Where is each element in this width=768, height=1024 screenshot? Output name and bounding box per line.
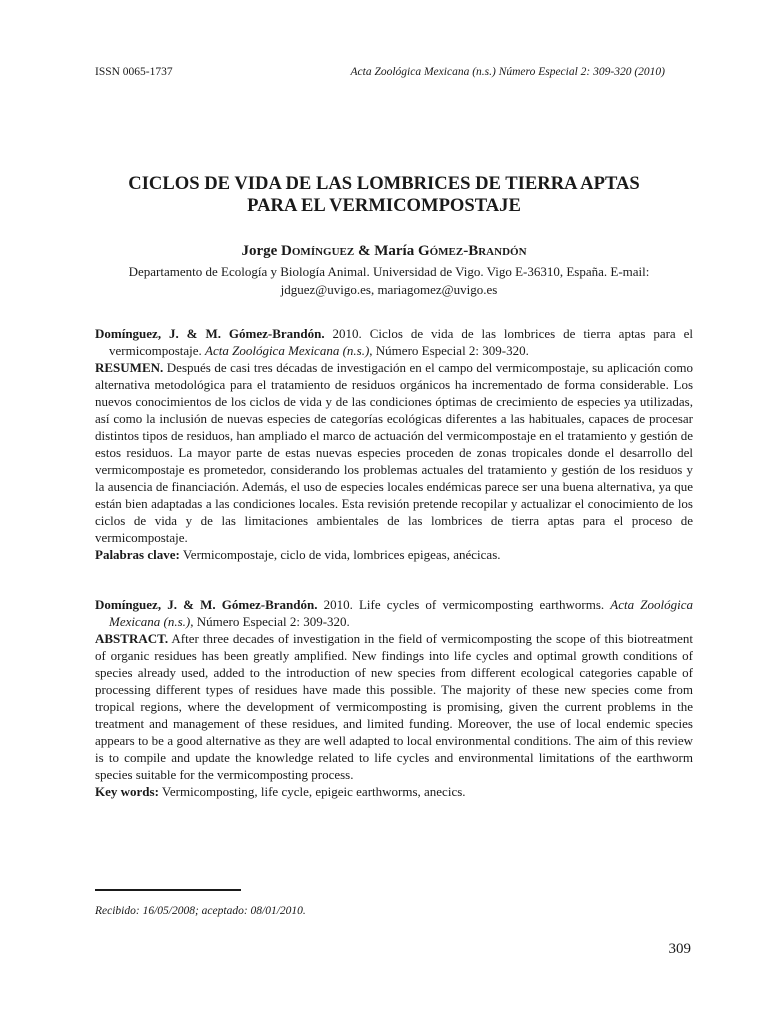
resumen-paragraph [95, 359, 693, 546]
citation-authors: Domínguez, J. & M. Gómez-Brandón. [95, 326, 325, 341]
article-title [60, 173, 708, 217]
affiliation [90, 263, 688, 298]
abstract-paragraph [95, 630, 693, 783]
citation-authors: Domínguez, J. & M. Gómez-Brandón. [95, 597, 318, 612]
palabras-clave-label: Palabras clave: [95, 547, 180, 562]
title-line-2: PARA EL VERMICOMPOSTAJE [247, 195, 521, 216]
affiliation-line-1: Departamento de Ecología y Biología Animal. Universidad de Vigo. Vigo E-36310, España. E-mail: [128, 264, 650, 279]
english-abstract-section [95, 596, 693, 800]
citation-text: 2010. Life cycles of vermicomposting earthworms. [317, 597, 611, 612]
palabras-clave-text: Vermicompostaje, ciclo de vida, lombrices epigeas, anécicas. [179, 547, 501, 562]
footnote-rule [95, 889, 241, 891]
journal-reference: Acta Zoológica Mexicana (n.s.) Número Especial 2: 309-320 (2010) [350, 66, 665, 78]
citation-issue: , Número Especial 2: 309-320. [190, 614, 350, 629]
citation-text: 2010. Ciclos de vida de las lombrices de tierra aptas para el vermicompostaje. [109, 326, 693, 358]
author-separator: & [357, 243, 371, 259]
key-words-text: Vermicomposting, life cycle, epigeic earthworms, anecics. [158, 784, 466, 799]
spanish-abstract-section [95, 325, 693, 563]
key-words [95, 783, 693, 800]
author-1-first: Jorge [241, 243, 278, 259]
title-line-1: CICLOS DE VIDA DE LAS LOMBRICES DE TIERRA APTAS [128, 173, 640, 194]
author-2-last: Gómez-Brandón [417, 243, 527, 259]
spanish-citation [95, 325, 693, 359]
running-header [95, 66, 665, 78]
received-accepted-footnote: Recibido: 16/05/2008; aceptado: 08/01/2010. [95, 905, 306, 917]
issn-number: ISSN 0065-1737 [95, 66, 173, 78]
author-1-last: Domínguez [281, 243, 355, 259]
page-number: 309 [668, 941, 691, 957]
author-list [60, 243, 708, 260]
resumen-text: Después de casi tres décadas de investigación en el campo del vermicompostaje, su aplicación como alternativa metodológica para el tratamiento de residuos orgánicos ha incrementado de forma considerable. Los nuevos conocimientos de los ciclos de vida y de las condiciones óptimas de crecimiento de especies ya utilizadas, así como la inclusión de nuevas especies de categorías ecológicas diferentes a las habituales, capaces de procesar distintos tipos de residuos, han ampliado el marco de actuación del vermicompostaje en el tratamiento y gestión de estos residuos. La mayor parte de estas nuevas especies proceden de zonas tropicales donde el desarrollo del vermicompostaje es prometedor, considerando los problemas actuales del tratamiento y gestión de los residuos y la ausencia de financiación. Además, el uso de especies locales endémicas parece ser una buena alternativa, ya que están bien adaptadas a las condiciones locales. Esta revisión pretende recopilar y actualizar el conocimiento de los ciclos de vida y de las limitaciones ambientales de las lombrices de tierra aptas para el proceso de vermicompostaje. [95, 360, 693, 545]
affiliation-emails: jdguez@uvigo.es, mariagomez@uvigo.es [280, 281, 498, 297]
abstract-text: After three decades of investigation in the field of vermicomposting the scope of this biotreatment of organic residues has been greatly amplified. New findings into life cycles and optimal growth conditions of species already used, added to the introduction of new species from different ecological categories capable of processing different types of residues have made this possible. The majority of these new species come from tropical regions, where the development of vermicomposting is promising, given the current problems in the treatment and management of these residues, and limited funding. Moreover, the use of local endemic species appears to be a good alternative as they are well adapted to local environmental conditions. The aim of this review is to compile and update the knowledge related to life cycles and environmental limitations of the earthworm species suitable for the vermicomposting process. [95, 631, 693, 782]
english-citation [95, 596, 693, 630]
citation-journal: Acta Zoológica Mexicana (n.s.) [109, 597, 693, 629]
citation-issue: , Número Especial 2: 309-320. [369, 343, 529, 358]
abstract-label: ABSTRACT. [95, 631, 169, 646]
resumen-label: RESUMEN. [95, 360, 164, 375]
key-words-label: Key words: [95, 784, 159, 799]
palabras-clave [95, 546, 693, 563]
citation-journal: Acta Zoológica Mexicana (n.s.) [205, 343, 370, 358]
author-2-first: María [374, 243, 415, 259]
